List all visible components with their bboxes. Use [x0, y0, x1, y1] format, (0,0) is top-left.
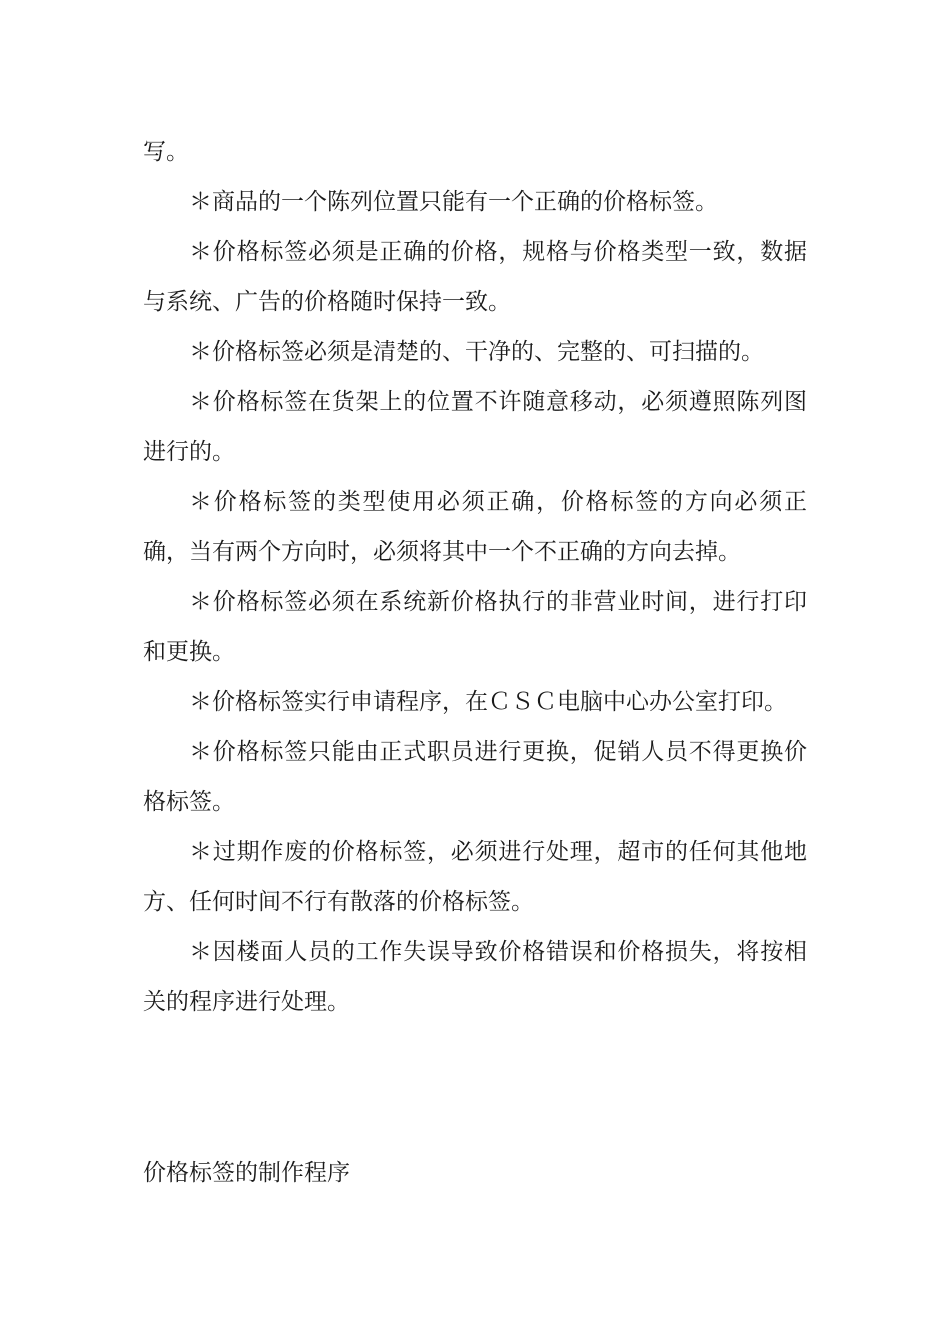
rule-paragraph-8: ＊价格标签只能由正式职员进行更换，促销人员不得更换价格标签。	[143, 739, 807, 815]
rule-paragraph-5: ＊价格标签的类型使用必须正确，价格标签的方向必须正确，当有两个方向时，必须将其中一个不正确的方向去掉。	[143, 489, 807, 565]
section-heading: 价格标签的制作程序	[143, 1160, 350, 1186]
rule-paragraph-1: ＊商品的一个陈列位置只能有一个正确的价格标签。	[189, 189, 718, 215]
rule-paragraph-3: ＊价格标签必须是清楚的、干净的、完整的、可扫描的。	[189, 339, 764, 365]
rule-paragraph-2: ＊价格标签必须是正确的价格，规格与价格类型一致，数据与系统、广告的价格随时保持一致。	[143, 239, 807, 315]
continuation-text: 写。	[143, 139, 189, 165]
document-body	[143, 127, 807, 1027]
rule-paragraph-4: ＊价格标签在货架上的位置不许随意移动，必须遵照陈列图进行的。	[143, 389, 807, 465]
rule-paragraph-9: ＊过期作废的价格标签，必须进行处理，超市的任何其他地方、任何时间不行有散落的价格标签。	[143, 839, 807, 915]
rule-paragraph-7: ＊价格标签实行申请程序，在ＣＳＣ电脑中心办公室打印。	[189, 689, 787, 715]
rule-paragraph-10: ＊因楼面人员的工作失误导致价格错误和价格损失，将按相关的程序进行处理。	[143, 939, 807, 1015]
rule-paragraph-6: ＊价格标签必须在系统新价格执行的非营业时间，进行打印和更换。	[143, 589, 807, 665]
